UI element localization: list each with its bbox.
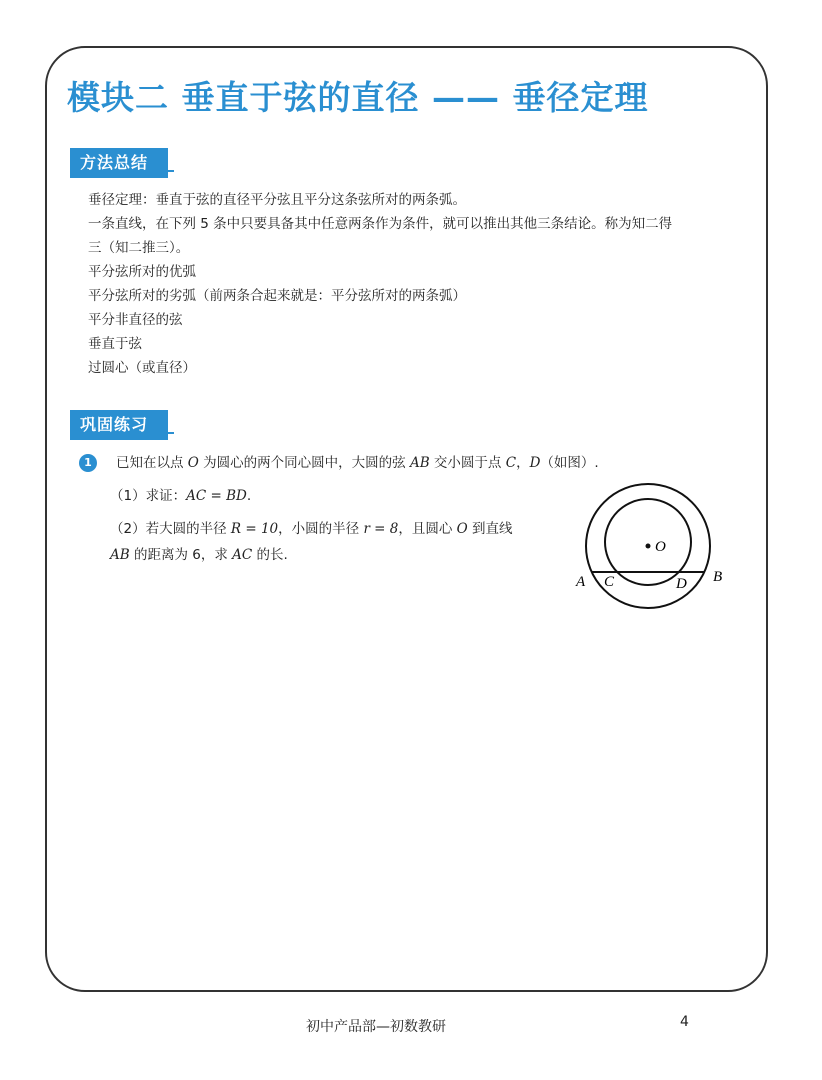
exercise-number-badge: 1 — [79, 454, 97, 472]
summary-line: 垂直于弦 — [88, 336, 142, 352]
summary-line: 垂径定理：垂直于弦的直径平分弦且平分这条弦所对的两条弧。 — [88, 192, 466, 208]
label-d: D — [676, 576, 687, 592]
label-b: B — [713, 569, 723, 585]
center-point — [646, 544, 651, 549]
exercise-stem: 已知在以点 O 为圆心的两个同心圆中，大圆的弦 AB 交小圆于点 C，D（如图）. — [116, 455, 599, 471]
summary-line: 三（知二推三）。 — [88, 240, 190, 256]
exercise-part-1: （1）求证：AC = BD. — [110, 488, 252, 504]
concentric-circles-figure — [570, 480, 740, 620]
page-title: 模块二 垂直于弦的直径 —— 垂径定理 — [67, 78, 649, 117]
summary-block — [88, 188, 728, 380]
label-c: C — [604, 574, 615, 590]
label-a: A — [576, 574, 586, 590]
summary-line: 一条直线，在下列 5 条中只要具备其中任意两条作为条件，就可以推出其他三条结论。称为知二得 — [88, 216, 673, 232]
summary-line: 平分弦所对的劣弧（前两条合起来就是：平分弦所对的两条弧） — [88, 288, 466, 304]
exercise-part-2: （2）若大圆的半径 R = 10，小圆的半径 r = 8，且圆心 O 到直线 AB 的距离为 6，求 AC 的长. — [110, 521, 513, 563]
label-o: O — [655, 539, 666, 555]
summary-line: 过圆心（或直径） — [88, 360, 196, 376]
section-label-practice: 巩固练习 — [70, 410, 168, 440]
summary-line: 平分非直径的弦 — [88, 312, 183, 328]
footer-text: 初中产品部—初数教研 — [306, 1019, 446, 1035]
summary-line: 平分弦所对的优弧 — [88, 264, 196, 280]
section-label-summary: 方法总结 — [70, 148, 168, 178]
page-number: 4 — [680, 1014, 689, 1030]
